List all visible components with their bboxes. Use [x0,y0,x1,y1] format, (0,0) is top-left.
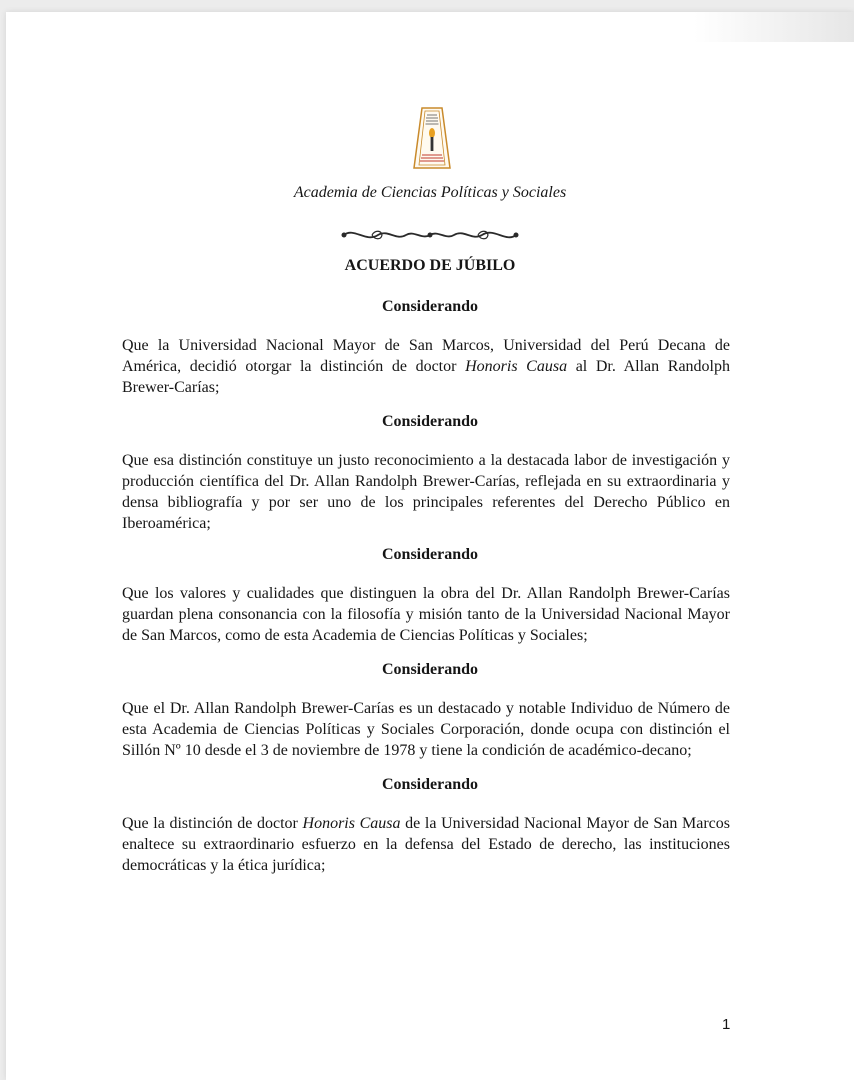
paragraph-text: Que la Universidad Nacional Mayor de San Marcos, Universidad del Perú Decana de América, decidió otorgar la distinción de doctor [122,337,730,375]
section-heading: Considerando [381,776,479,793]
paragraph-text: de la Universidad Nacional Mayor de San Marcos enaltece su extraordinario esfuerzo en la defensa del Estado de derecho, las instituciones democráticas y la ética jurídica; [122,815,731,874]
academy-seal-icon [410,106,454,170]
page-shadow [694,12,854,42]
academy-name: Academia de Ciencias Políticas y Sociales [293,184,567,201]
section-paragraph: Que los valores y cualidades que distinguen la obra del Dr. Allan Randolph Brewer-Carías guardan plena consonancia con la filosofía y misión tanto de la Universidad Nacional Mayor de San Marcos, como de esta Academia de Ciencias Políticas y Sociales; [122,585,730,644]
page-number: 1 [722,1016,731,1033]
paragraph-text: Que la distinción de doctor [122,815,303,832]
section-heading: Considerando [381,661,479,678]
section-heading: Considerando [381,298,479,315]
paragraph-text: al Dr. Allan Randolph Brewer-Carías; [122,358,731,396]
section-paragraph: Que el Dr. Allan Randolph Brewer-Carías es un destacado y notable Individuo de Número de esta Academia de Ciencias Políticas y Sociales Corporación, donde ocupa con distinción el Sillón Nº 10 desde el 3 de noviembre de 1978 y tiene la condición de académico-decano; [122,700,730,759]
document-title: ACUERDO DE JÚBILO [344,257,516,274]
decorative-divider-icon [338,226,522,244]
section-paragraph [122,813,730,876]
document-page [6,12,854,1080]
section-paragraph: Que esa distinción constituye un justo reconocimiento a la destacada labor de investigación y producción científica del Dr. Allan Randolph Brewer-Carías, reflejada en su extraordinaria y densa bibliografía y por ser uno de los principales referentes del Derecho Público en Iberoamérica; [122,452,730,532]
italic-term: Honoris Causa [465,358,568,375]
section-heading: Considerando [381,546,479,563]
section-paragraph [122,335,730,398]
italic-term: Honoris Causa [302,815,401,832]
section-heading: Considerando [381,413,479,430]
